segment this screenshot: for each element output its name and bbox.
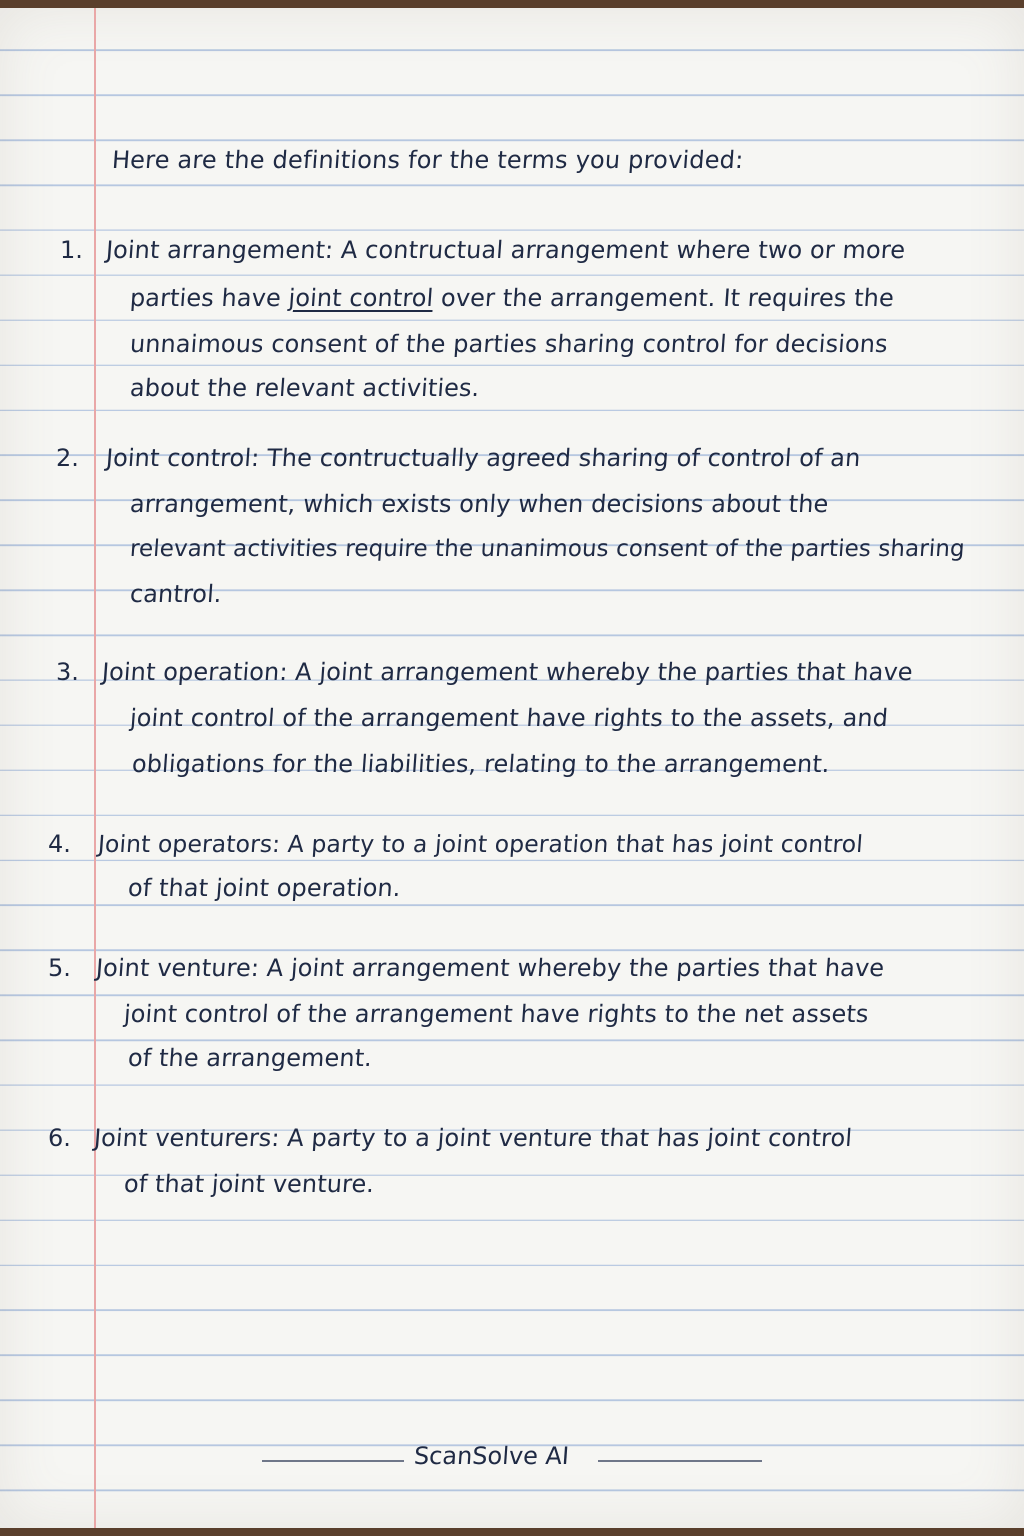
notebook-page — [0, 8, 1024, 1528]
line-segment: over the arrangement. It requires the — [432, 284, 895, 312]
item-line: Joint arrangement: A contructual arrangement where two or more — [105, 236, 907, 264]
footer-divider-left — [262, 1460, 404, 1462]
item-line: Joint operators: A party to a joint operation that has joint control — [97, 830, 864, 858]
footer-divider-right — [598, 1460, 762, 1462]
item-line — [129, 284, 895, 312]
item-number: 3. — [56, 658, 79, 686]
item-line: joint control of the arrangement have rights to the assets, and — [129, 704, 890, 732]
item-line: obligations for the liabilities, relating to the arrangement. — [131, 750, 831, 778]
item-line: arrangement, which exists only when decisions about the — [129, 490, 830, 518]
item-line: unnaimous consent of the parties sharing control for decisions — [129, 330, 889, 358]
footer-brand: ScanSolve AI — [413, 1442, 571, 1470]
item-line: of the arrangement. — [127, 1044, 373, 1072]
margin-line — [94, 8, 96, 1528]
item-number: 1. — [60, 236, 83, 264]
item-line: Joint venturers: A party to a joint venture that has joint control — [93, 1124, 854, 1152]
item-number: 6. — [48, 1124, 71, 1152]
item-line: of that joint operation. — [127, 874, 402, 902]
item-line: Joint venture: A joint arrangement whereby the parties that have — [95, 954, 886, 982]
footer — [0, 1438, 1024, 1478]
item-line: relevant activities require the unanimous consent of the parties sharing — [129, 536, 966, 562]
intro-text: Here are the definitions for the terms you provided: — [111, 146, 745, 174]
item-line: of that joint venture. — [123, 1170, 376, 1198]
line-segment: parties have — [129, 284, 290, 312]
item-line: joint control of the arrangement have rights to the net assets — [123, 1000, 870, 1028]
item-line: Joint control: The contructually agreed sharing of control of an — [105, 444, 862, 472]
item-line: cantrol. — [129, 580, 223, 608]
item-line: Joint operation: A joint arrangement whereby the parties that have — [101, 658, 914, 686]
item-number: 4. — [48, 830, 71, 858]
item-number: 2. — [56, 444, 79, 472]
item-line: about the relevant activities. — [129, 374, 481, 402]
underlined-term: joint control — [287, 284, 435, 312]
item-number: 5. — [48, 954, 71, 982]
